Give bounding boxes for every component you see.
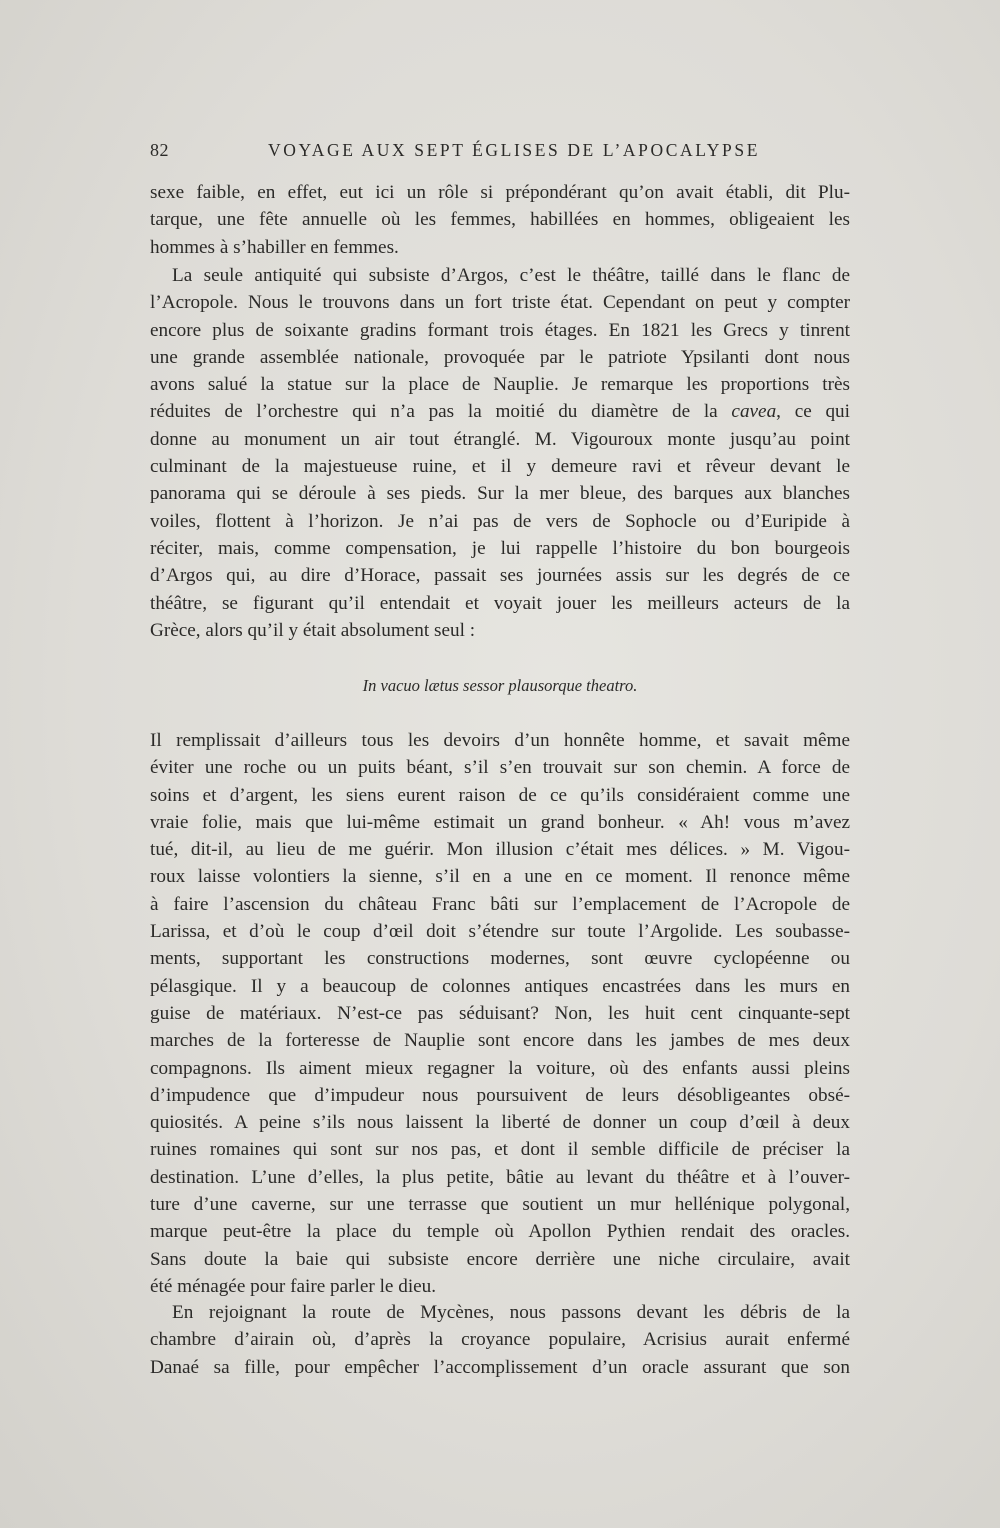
text-line: marches de la forteresse de Nauplie sont encore dans les jambes de mes deux [150,1030,850,1052]
text-line: ments, supportant les constructions modernes, sont œuvre cyclopéenne ou [150,948,850,970]
text-line: donne au monument un air tout étranglé. M. Vigouroux monte jusqu’au point [150,428,850,450]
text-line: été ménagée pour faire parler le dieu. [150,1275,437,1297]
text-line: La seule antiquité qui subsiste d’Argos, c’est le théâtre, taillé dans le flanc de [172,265,850,286]
paragraph-continuation [150,179,850,261]
text-line: hommes à s’habiller en femmes. [150,236,399,258]
text-line: guise de matériaux. N’est-ce pas séduisant? Non, les huit cent cinquante-sept [150,1002,850,1024]
text-line: Larissa, et d’où le coup d’œil doit s’étendre sur toute l’Argolide. Les soubasse- [150,921,850,943]
running-title: VOYAGE AUX SEPT ÉGLISES DE L’APOCALYPSE [268,140,760,160]
text-line: réciter, mais, comme compensation, je lui rappelle l’histoire du bon bourgeois [150,537,850,559]
text-line: soins et d’argent, les siens eurent raison de ce qu’ils considéraient comme une [150,784,850,806]
text-line: ruines romaines qui sont sur nos pas, et dont il semble difficile de préciser la [150,1139,850,1161]
text-line: vraie folie, mais que lui-même estimait un grand bonheur. « Ah! vous m’avez [150,811,850,833]
paragraph-theatre [150,262,850,644]
page-number: 82 [150,140,169,160]
text-line: ture d’une caverne, sur une terrasse que soutient un mur hellénique polygonal, [150,1194,850,1216]
text-line: tarque, une fête annuelle où les femmes, habillées en hommes, obligeaient les [150,209,850,231]
text-line: Sans doute la baie qui subsiste encore derrière une niche circulaire, avait [150,1248,850,1270]
text-line: réduites de l’orchestre qui n’a pas la moitié du diamètre de la cavea, ce qui [150,401,850,423]
running-head [150,140,850,170]
text-line: d’impudence que d’impudeur nous poursuivent de leurs désobligeantes obsé- [150,1084,850,1106]
text-line: Il remplissait d’ailleurs tous les devoirs d’un honnête homme, et savait même [150,730,850,751]
text-line: compagnons. Ils aiment mieux regagner la voiture, où des enfants aussi pleins [150,1057,850,1079]
text-line: marque peut-être la place du temple où Apollon Pythien rendait des oracles. [150,1221,850,1243]
text-line: une grande assemblée nationale, provoquée par le patriote Ypsilanti dont nous [150,346,850,368]
text-line: tué, dit-il, au lieu de me guérir. Mon illusion c’était mes délices. » M. Vigou- [150,839,850,861]
latin-quote: In vacuo lætus sessor plausorque theatro. [362,676,638,695]
text-line: encore plus de soixante gradins formant trois étages. En 1821 les Grecs y tinrent [150,319,850,341]
paragraph-horace [150,727,850,1300]
text-line: culminant de la majestueuse ruine, et il y demeure ravi et rêveur devant le [150,456,850,478]
text-line: Danaé sa fille, pour empêcher l’accomplissement d’un oracle assurant que son [150,1356,850,1378]
text-line: roux laisse volontiers la sienne, s’il en a une en ce moment. Il renonce même [150,866,850,888]
text-line: pélasgique. Il y a beaucoup de colonnes antiques encastrées dans les murs en [150,975,850,997]
text-line: éviter une roche ou un puits béant, s’il s’en trouvait sur son chemin. A force de [150,757,850,779]
text-line: voiles, flottent à l’horizon. Je n’ai pas de vers de Sophocle ou d’Euripide à [150,510,850,532]
text-line: destination. L’une d’elles, la plus petite, bâtie au levant du théâtre et à l’ouver- [150,1166,850,1188]
text-line: théâtre, se figurant qu’il entendait et voyait jouer les meilleurs acteurs de la [150,592,850,614]
text-line: avons salué la statue sur la place de Nauplie. Je remarque les proportions très [150,374,850,396]
text-line: à faire l’ascension du château Franc bâti sur l’emplacement de l’Acropole de [150,893,850,915]
text-line: sexe faible, en effet, eut ici un rôle si prépondérant qu’on avait établi, dit Plu- [150,182,850,203]
text-line: l’Acropole. Nous le trouvons dans un fort triste état. Cependant on peut y compter [150,292,850,314]
text-line: En rejoignant la route de Mycènes, nous passons devant les débris de la [172,1302,850,1323]
text-line: chambre d’airain où, d’après la croyance populaire, Acrisius aurait enfermé [150,1329,850,1351]
text-line: Grèce, alors qu’il y était absolument seul : [150,619,476,641]
text-line: d’Argos qui, au dire d’Horace, passait ses journées assis sur les degrés de ce [150,565,850,587]
text-line: quiosités. A peine s’ils nous laissent la liberté de donner un coup d’œil à deux [150,1112,850,1134]
text-line: panorama qui se déroule à ses pieds. Sur la mer bleue, des barques aux blanches [150,483,850,505]
paragraph-mycenes [150,1299,850,1381]
